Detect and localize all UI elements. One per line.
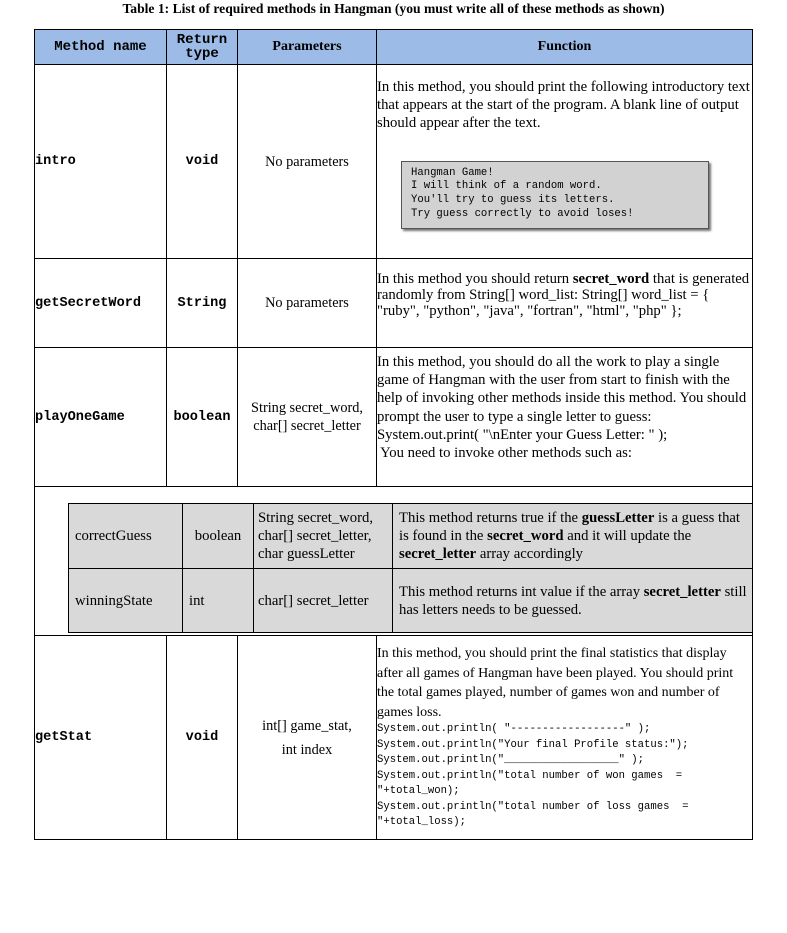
table-caption: Table 1: List of required methods in Hangman (you must write all of these methods as shown) <box>122 1 665 16</box>
row-getstat <box>35 636 753 840</box>
param-line: String secret_word, <box>258 510 374 526</box>
text-span: In this method you should return <box>377 271 573 287</box>
intro-box-line: Try guess correctly to avoid loses! <box>411 208 634 220</box>
getstat-code-line: System.out.println( "------------------" ); <box>377 723 651 735</box>
text-span: still has letters needs to be guessed. <box>399 583 747 618</box>
param-line: char guessLetter <box>258 546 355 562</box>
function-playonegame-code: System.out.print( "\nEnter your Guess Letter: " ); <box>377 426 668 443</box>
param-line: char[] secret_letter, <box>258 528 372 544</box>
row-correctguess <box>69 504 753 569</box>
methods-table <box>34 29 753 840</box>
params-playonegame <box>238 348 377 487</box>
header-return-type <box>167 30 238 65</box>
return-type-getsecretword: String <box>167 259 238 348</box>
intro-output-box <box>401 161 709 229</box>
function-correctguess <box>393 504 753 569</box>
params-getsecretword: No parameters <box>238 259 377 348</box>
header-function: Function <box>377 30 753 65</box>
header-method-name: Method name <box>35 30 167 65</box>
function-playonegame-text: In this method, you should do all the work to play a single game of Hangman with the user from start to finish with the help of invoking other methods inside this method. You should prompt the user to type a single letter to guess: <box>377 354 747 425</box>
function-intro-text: In this method, you should print the following introductory text that appears at the start of the program. A blank line of output should appear after the text. <box>377 79 750 132</box>
text-span: is a guess that is found in the <box>399 510 741 544</box>
return-type-winningstate: int <box>183 569 254 633</box>
text-span: and it will update the <box>563 528 692 544</box>
method-name-winningstate: winningState <box>69 569 183 633</box>
method-name-playonegame: playOneGame <box>35 348 167 487</box>
method-name-correctguess: correctGuess <box>69 504 183 569</box>
getstat-code-line: System.out.println("total number of won games = "+total_won); <box>377 769 689 797</box>
function-playonegame <box>377 348 753 487</box>
bold-span: secret_letter <box>399 546 477 562</box>
return-type-playonegame: boolean <box>167 348 238 487</box>
function-getsecretword-text <box>377 271 752 319</box>
param-line: int index <box>281 741 333 758</box>
bold-span: secret_word <box>572 271 650 287</box>
return-type-intro: void <box>167 65 238 259</box>
params-correctguess <box>254 504 393 569</box>
method-name-getsecretword: getSecretWord <box>35 259 167 348</box>
intro-box-line: You'll try to guess its letters. <box>411 194 615 207</box>
method-name-getstat: getStat <box>35 636 167 840</box>
header-return-line1: Return <box>176 32 228 48</box>
param-line: char[] secret_letter <box>253 418 361 434</box>
param-line: String secret_word, <box>251 400 363 416</box>
params-winningstate: char[] secret_letter <box>254 569 393 633</box>
getstat-code-line: System.out.println("total number of loss games = "+total_loss); <box>377 800 695 828</box>
getstat-code-line: System.out.println("__________________" ); <box>377 754 645 766</box>
return-type-getstat: void <box>167 636 238 840</box>
function-getsecretword <box>377 259 753 348</box>
getstat-code-line: System.out.println("Your final Profile status:"); <box>377 738 689 751</box>
intro-box-line: Hangman Game! <box>411 166 494 179</box>
function-playonegame-text2: You need to invoke other methods such as: <box>377 445 632 462</box>
function-intro <box>377 65 753 259</box>
param-line: int[] game_stat, <box>262 717 352 734</box>
row-winningstate <box>69 569 753 633</box>
text-span: that is generated randomly from String[] word_list: String[] word_list = { "ruby", "python", "java", "fortran", "html", "php" }; <box>377 271 750 319</box>
header-row <box>35 30 753 65</box>
row-playonegame <box>35 348 753 487</box>
text-span: array accordingly <box>476 546 584 562</box>
text-span: This method returns int value if the array <box>399 583 644 600</box>
return-type-correctguess: boolean <box>183 504 254 569</box>
function-getstat-text: In this method, you should print the final statistics that display after all games of Hangman have been played. You should print the total games played, number of games won and number of games loss. <box>377 646 734 720</box>
row-getsecretword <box>35 259 753 348</box>
row-helper-methods <box>35 487 753 636</box>
function-winningstate <box>393 569 753 633</box>
function-getstat <box>377 636 753 840</box>
text-span: This method returns true if the <box>399 510 582 526</box>
bold-span: secret_word <box>487 528 564 544</box>
header-return-line2: type <box>185 46 219 62</box>
header-parameters: Parameters <box>238 30 377 65</box>
bold-span: guessLetter <box>581 510 655 526</box>
intro-box-line: I will think of a random word. <box>411 180 602 193</box>
method-name-intro: intro <box>35 65 167 259</box>
row-intro <box>35 65 753 259</box>
params-getstat <box>238 636 377 840</box>
helper-methods-cell <box>35 487 753 636</box>
helper-methods-table <box>68 503 753 633</box>
bold-span: secret_letter <box>643 583 721 600</box>
params-intro: No parameters <box>238 65 377 259</box>
